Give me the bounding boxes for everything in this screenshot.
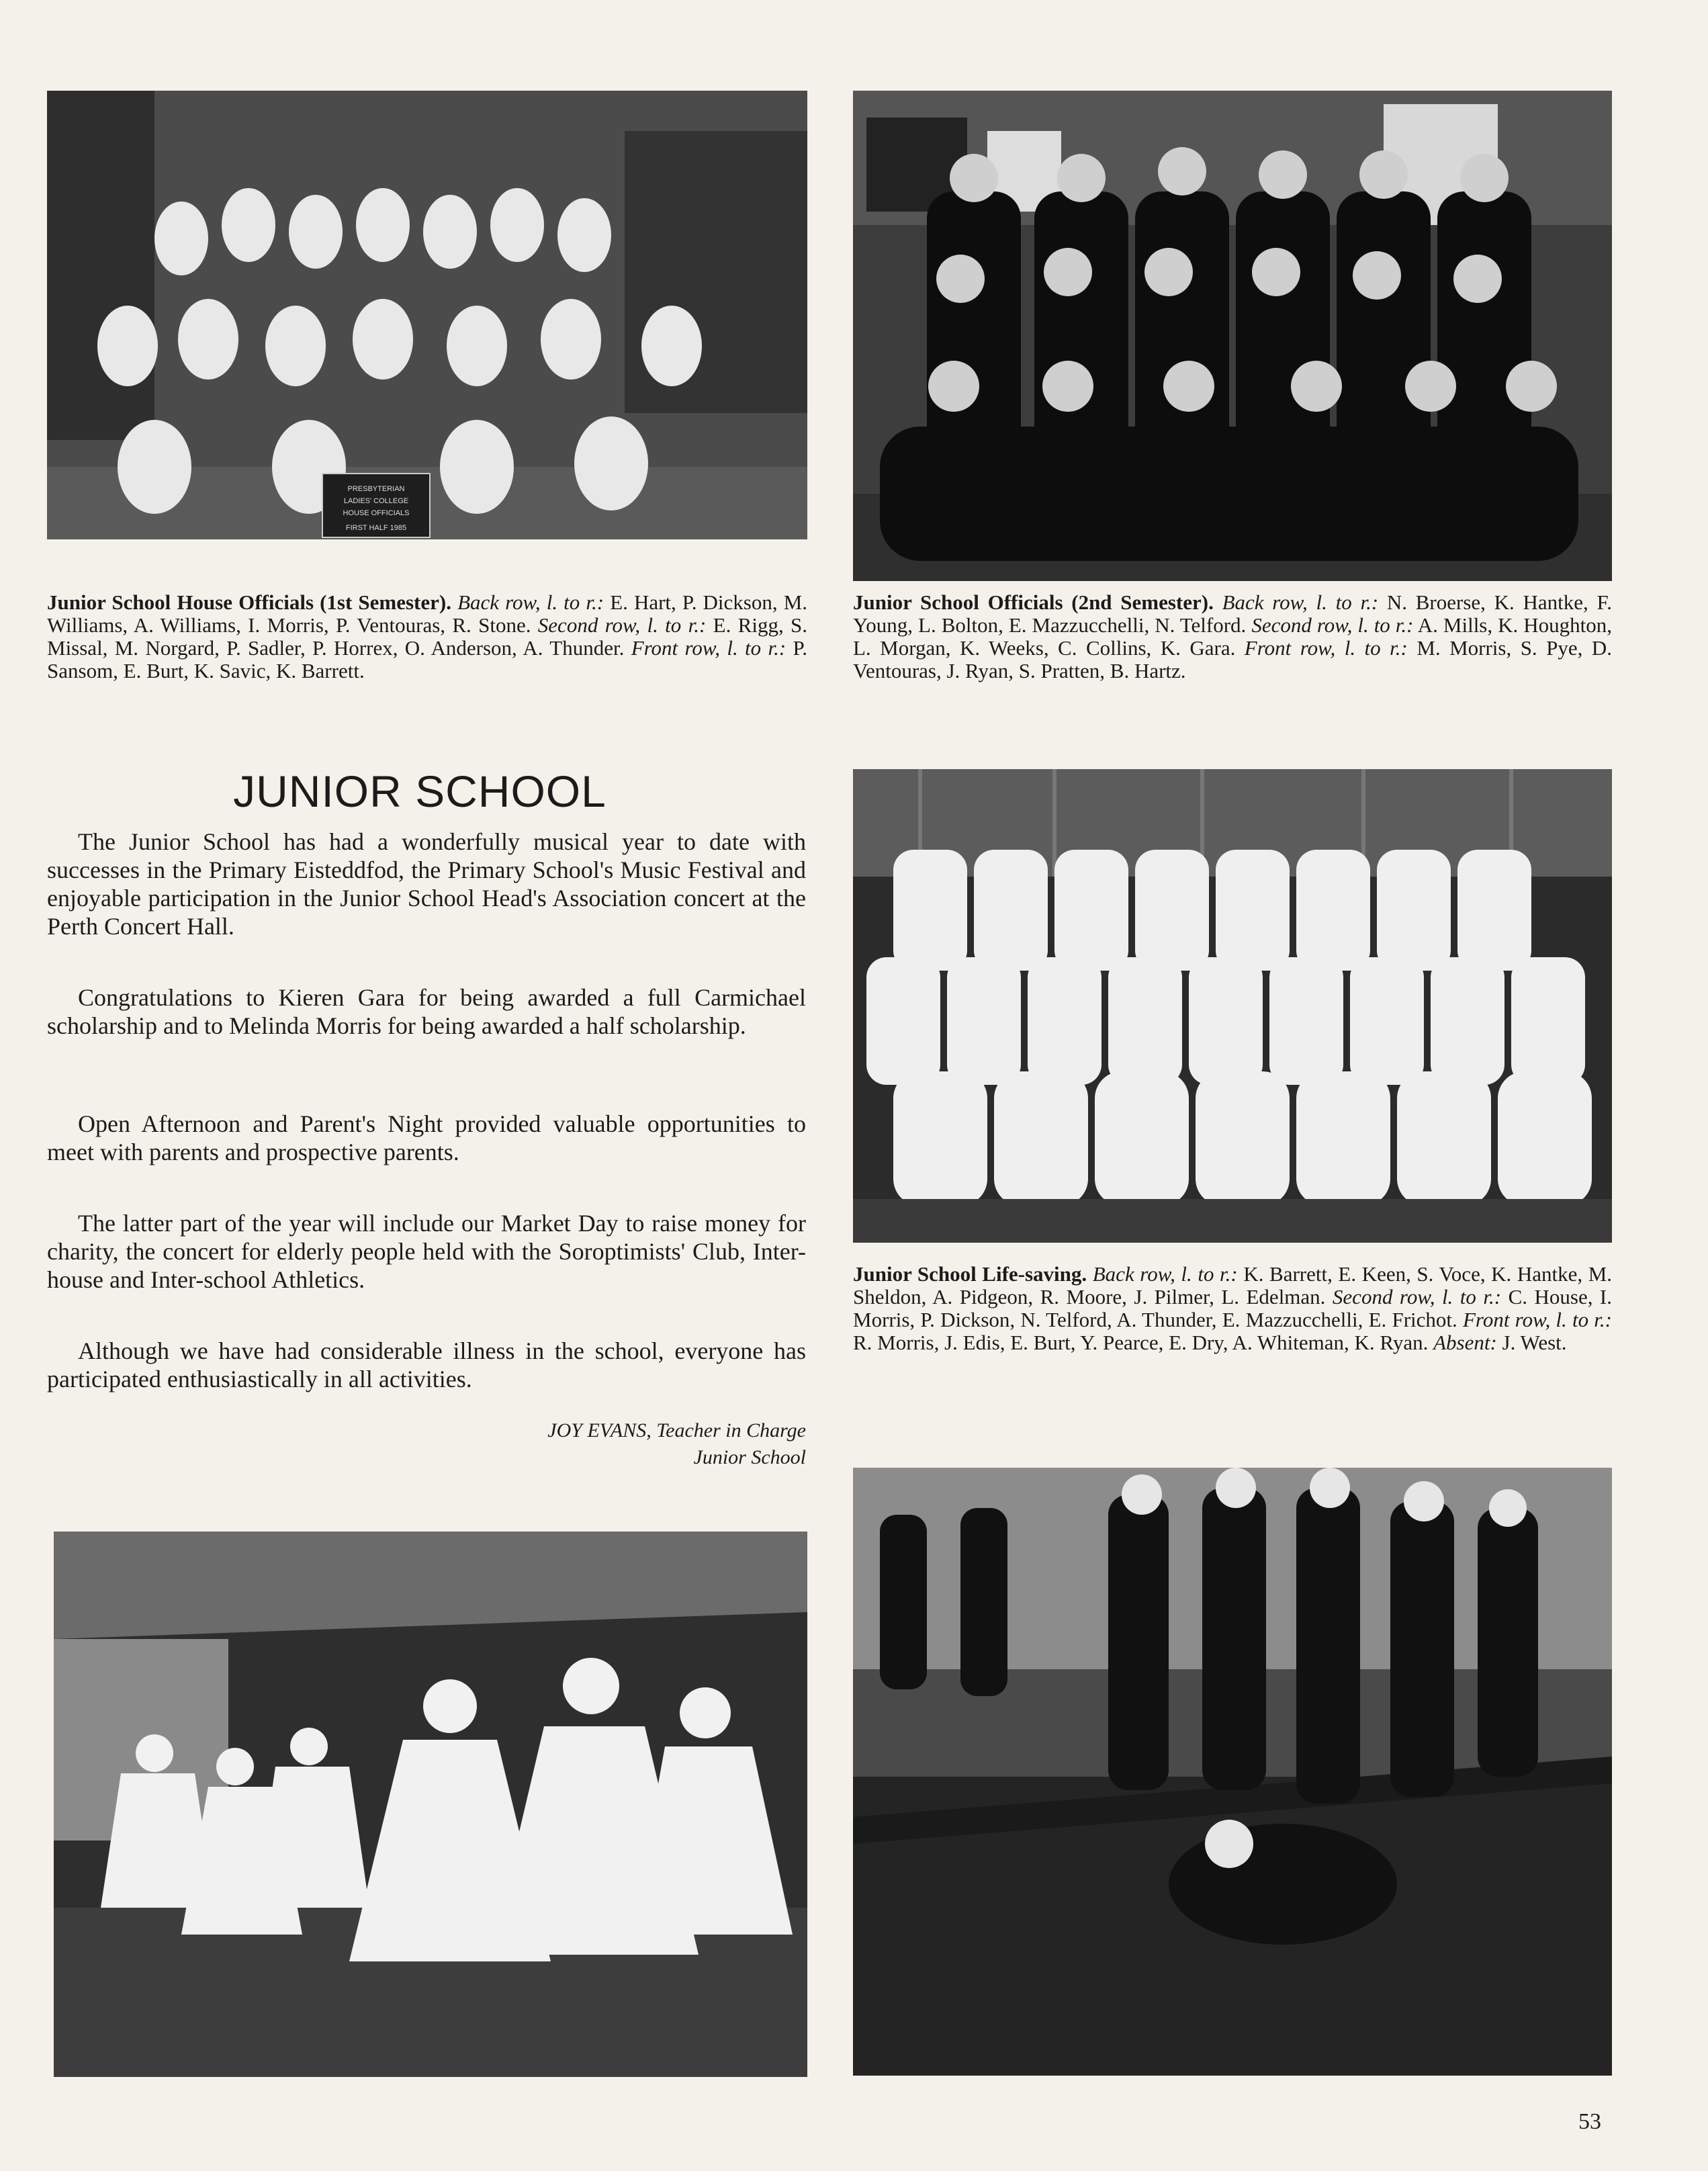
caption-absent-label: Absent:: [1433, 1331, 1497, 1354]
article-paragraph: Although we have had considerable illness in the school, everyone has participated enthusiastically in all activities.: [47, 1337, 806, 1392]
photo-life-saving: [853, 769, 1612, 1243]
sign-line-2: LADIES' COLLEGE: [343, 497, 409, 505]
caption-back-row: E. Hart, P. Dickson, M. Williams, A. Williams, I. Morris, P. Ventouras, R. Stone.: [47, 590, 808, 637]
caption-house-officials: [47, 591, 807, 682]
caption-life-saving: [853, 1263, 1612, 1354]
signature-name: JOY EVANS, Teacher in Charge: [547, 1419, 806, 1442]
photo-house-officials: [47, 91, 807, 539]
caption-front-row: M. Morris, S. Pye, D. Ventouras, J. Ryan, S. Pratten, B. Hartz.: [853, 636, 1612, 682]
caption-back-row: K. Barrett, E. Keen, S. Voce, K. Hantke, M. Sheldon, A. Pidgeon, R. Moore, J. Pilmer, L. Edelman.: [853, 1262, 1613, 1309]
caption-title: Junior School Officials (2nd Semester).: [853, 590, 1214, 614]
caption-second-row-label: Second row, l. to r.:: [1332, 1285, 1502, 1309]
caption-front-row-label: Front row, l. to r.:: [631, 636, 786, 660]
caption-front-row-label: Front row, l. to r.:: [1462, 1308, 1613, 1331]
caption-front-row: R. Morris, J. Edis, E. Burt, Y. Pearce, E. Dry, A. Whiteman, K. Ryan.: [853, 1331, 1429, 1354]
signature-dept: Junior School: [693, 1446, 806, 1468]
photo-dance: [54, 1532, 807, 2077]
sign-line-1: PRESBYTERIAN: [347, 485, 405, 493]
caption-second-row-label: Second row, l. to r.:: [537, 613, 707, 637]
caption-back-row-label: Back row, l. to r.:: [1222, 590, 1379, 614]
caption-officials-2nd-semester: [853, 591, 1612, 682]
caption-second-row: A. Mills, K. Houghton, L. Morgan, K. Weeks, C. Collins, K. Gara.: [853, 613, 1612, 660]
sign-line-4: FIRST HALF 1985: [345, 524, 407, 532]
caption-back-row-label: Back row, l. to r.:: [457, 590, 604, 614]
article-paragraph: The latter part of the year will include our Market Day to raise money for charity, the concert for elderly people held with the Soroptimists' Club, Inter-house and Inter-school Athletics.: [47, 1210, 806, 1293]
caption-front-row-label: Front row, l. to r.:: [1244, 636, 1408, 660]
caption-back-row-label: Back row, l. to r.:: [1092, 1262, 1238, 1286]
article-paragraph: The Junior School has had a wonderfully musical year to date with successes in the Primary Eisteddfod, the Primary School's Music Festival and enjoyable participation in the Junior School Head's Association concert at the Perth Concert Hall.: [47, 828, 806, 940]
caption-second-row-label: Second row, l. to r.:: [1251, 613, 1414, 637]
article-paragraph: Congratulations to Kieren Gara for being awarded a full Carmichael scholarship and to Melinda Morris for being awarded a half scholarship.: [47, 984, 806, 1039]
caption-second-row: E. Rigg, S. Missal, M. Norgard, P. Sadler, P. Horrex, O. Anderson, A. Thunder.: [47, 613, 808, 660]
page-number: 53: [1578, 2109, 1601, 2134]
caption-title: Junior School House Officials (1st Semester).: [47, 590, 451, 614]
caption-absent: J. West.: [1502, 1331, 1567, 1354]
photo-pool: [853, 1468, 1612, 2076]
caption-front-row: P. Sansom, E. Burt, K. Savic, K. Barrett.: [47, 636, 808, 682]
caption-title: Junior School Life-saving.: [853, 1262, 1087, 1286]
article-paragraph: Open Afternoon and Parent's Night provided valuable opportunities to meet with parents and prospective parents.: [47, 1110, 806, 1165]
article-headline: JUNIOR SCHOOL: [233, 766, 606, 816]
caption-back-row: N. Broerse, K. Hantke, F. Young, L. Bolton, E. Mazzucchelli, N. Telford.: [853, 590, 1613, 637]
sign-line-3: HOUSE OFFICIALS: [343, 509, 410, 517]
caption-second-row: C. House, I. Morris, P. Dickson, N. Telford, A. Thunder, E. Mazzucchelli, E. Frichot.: [853, 1285, 1613, 1331]
photo-officials-2nd-semester: [853, 91, 1612, 581]
